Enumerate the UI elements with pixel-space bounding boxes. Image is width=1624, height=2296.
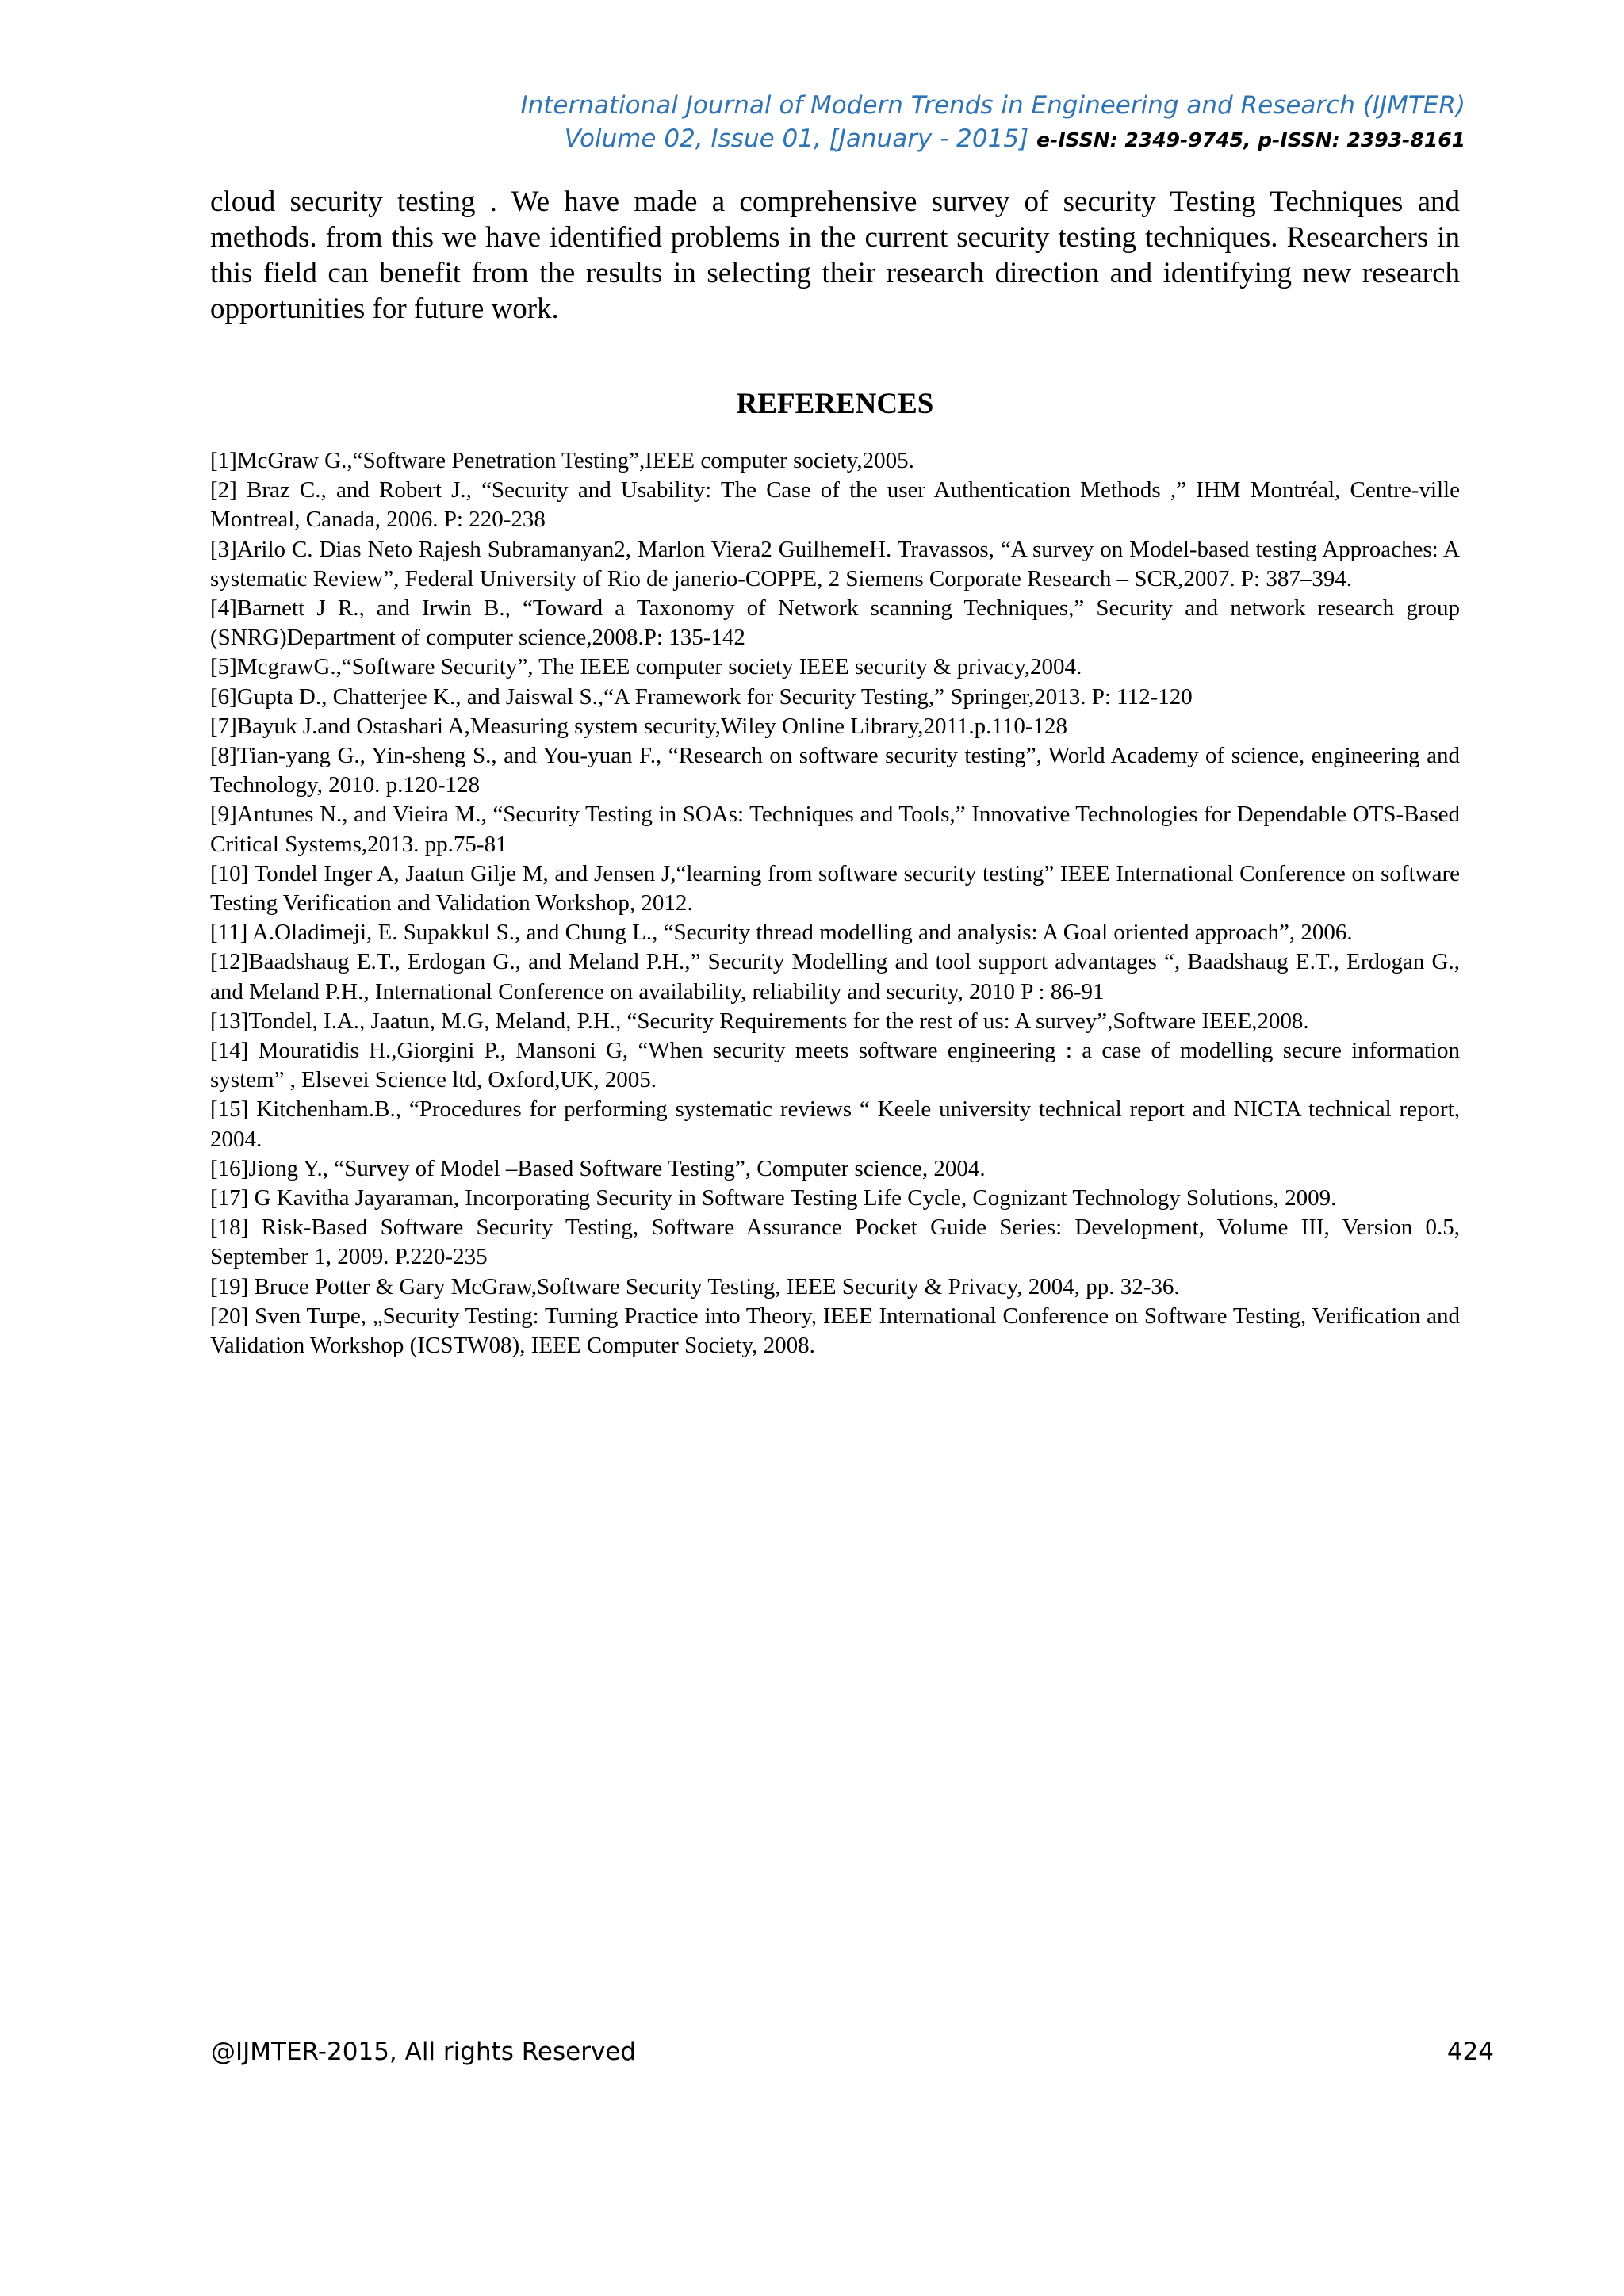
reference-item-18: [18] Risk-Based Software Security Testing, Software Assurance Pocket Guide Series: Development, Volume III, Version 0.5, September 1, 2009. P.220-235 bbox=[210, 1215, 1460, 1270]
issn-numbers: e-ISSN: 2349-9745, p-ISSN: 2393-8161 bbox=[1036, 128, 1465, 151]
journal-header bbox=[276, 89, 1465, 157]
reference-item-15: [15] Kitchenham.B., “Procedures for performing systematic reviews “ Keele university technical report and NICTA technical report, 2004. bbox=[210, 1096, 1460, 1152]
references-heading: REFERENCES bbox=[736, 388, 934, 420]
volume-issue-line bbox=[276, 122, 1465, 157]
reference-item-6: [6]Gupta D., Chatterjee K., and Jaiswal S.,“A Framework for Security Testing,” Springer,2013. P: 112-120 bbox=[210, 683, 1193, 710]
reference-item-7: [7]Bayuk J.and Ostashari A,Measuring system security,Wiley Online Library,2011.p.110-128 bbox=[210, 713, 1068, 739]
reference-item-9: [9]Antunes N., and Vieira M., “Security Testing in SOAs: Techniques and Tools,” Innovative Technologies for Dependable OTS-Based Critical Systems,2013. pp.75-81 bbox=[210, 802, 1460, 857]
reference-item-17: [17] G Kavitha Jayaraman, Incorporating Security in Software Testing Life Cycle, Cognizant Technology Solutions, 2009. bbox=[210, 1185, 1337, 1211]
reference-item-11: [11] A.Oladimeji, E. Supakkul S., and Chung L., “Security thread modelling and analysis: A Goal oriented approach”, 2006. bbox=[210, 920, 1353, 946]
reference-item-10: [10] Tondel Inger A, Jaatun Gilje M, and Jensen J,“learning from software security testing” IEEE International Conference on software Testing Verification and Validation Workshop, 2012. bbox=[210, 860, 1460, 916]
reference-item-19: [19] Bruce Potter & Gary McGraw,Software Security Testing, IEEE Security & Privacy, 2004, pp. 32-36. bbox=[210, 1273, 1180, 1299]
reference-item-5: [5]McgrawG.,“Software Security”, The IEEE computer society IEEE security & privacy,2004. bbox=[210, 654, 1082, 680]
reference-item-4: [4]Barnett J R., and Irwin B., “Toward a Taxonomy of Network scanning Techniques,” Security and network research group (SNRG)Department of computer science,2008.P: 135-142 bbox=[210, 595, 1460, 651]
journal-title: International Journal of Modern Trends in Engineering and Research (IJMTER) bbox=[520, 91, 1465, 120]
footer-page-number: 424 bbox=[1446, 2038, 1494, 2066]
reference-item-8: [8]Tian-yang G., Yin-sheng S., and You-yuan F., “Research on software security testing”, World Academy of science, engineering and Technology, 2010. p.120-128 bbox=[210, 743, 1460, 798]
reference-item-1: [1]McGraw G.,“Software Penetration Testing”,IEEE computer society,2005. bbox=[210, 448, 914, 473]
conclusion-paragraph: cloud security testing . We have made a comprehensive survey of security Testing Techniques and methods. from this we have identified problems in the current security testing techniques. Researchers in this field can benefit from the results in selecting their research direction and identifying new research opportunities for future work. bbox=[210, 186, 1460, 325]
reference-item-3: [3]Arilo C. Dias Neto Rajesh Subramanyan2, Marlon Viera2 GuilhemeH. Travassos, “A survey on Model-based testing Approaches: A systematic Review”, Federal University of Rio de janerio-COPPE, 2 Siemens Corporate Research – SCR,2007. P: 387–394. bbox=[210, 536, 1460, 591]
reference-item-20: [20] Sven Turpe, „Security Testing: Turning Practice into Theory, IEEE International Conference on Software Testing, Verification and Validation Workshop (ICSTW08), IEEE Computer Society, 2008. bbox=[210, 1303, 1460, 1359]
reference-item-16: [16]Jiong Y., “Survey of Model –Based Software Testing”, Computer science, 2004. bbox=[210, 1155, 986, 1181]
reference-item-13: [13]Tondel, I.A., Jaatun, M.G, Meland, P.H., “Security Requirements for the rest of us: A survey”,Software IEEE,2008. bbox=[210, 1008, 1309, 1034]
footer-copyright: @IJMTER-2015, All rights Reserved bbox=[211, 2038, 637, 2066]
reference-item-14: [14] Mouratidis H.,Giorgini P., Mansoni G, “When security meets software engineering : a case of modelling secure information system” , Elsevei Science ltd, Oxford,UK, 2005. bbox=[210, 1038, 1460, 1093]
reference-item-12: [12]Baadshaug E.T., Erdogan G., and Meland P.H.,” Security Modelling and tool support advantages “, Baadshaug E.T., Erdogan G., and Meland P.H., International Conference on availability, reliability and security, 2010 P : 86-91 bbox=[210, 949, 1460, 1004]
reference-list bbox=[210, 446, 1460, 1360]
reference-item-2: [2] Braz C., and Robert J., “Security and Usability: The Case of the user Authentication Methods ,” IHM Montréal, Centre-ville Montreal, Canada, 2006. P: 220-238 bbox=[210, 477, 1460, 533]
volume-issue: Volume 02, Issue 01, [January - 2015] bbox=[564, 124, 1037, 153]
